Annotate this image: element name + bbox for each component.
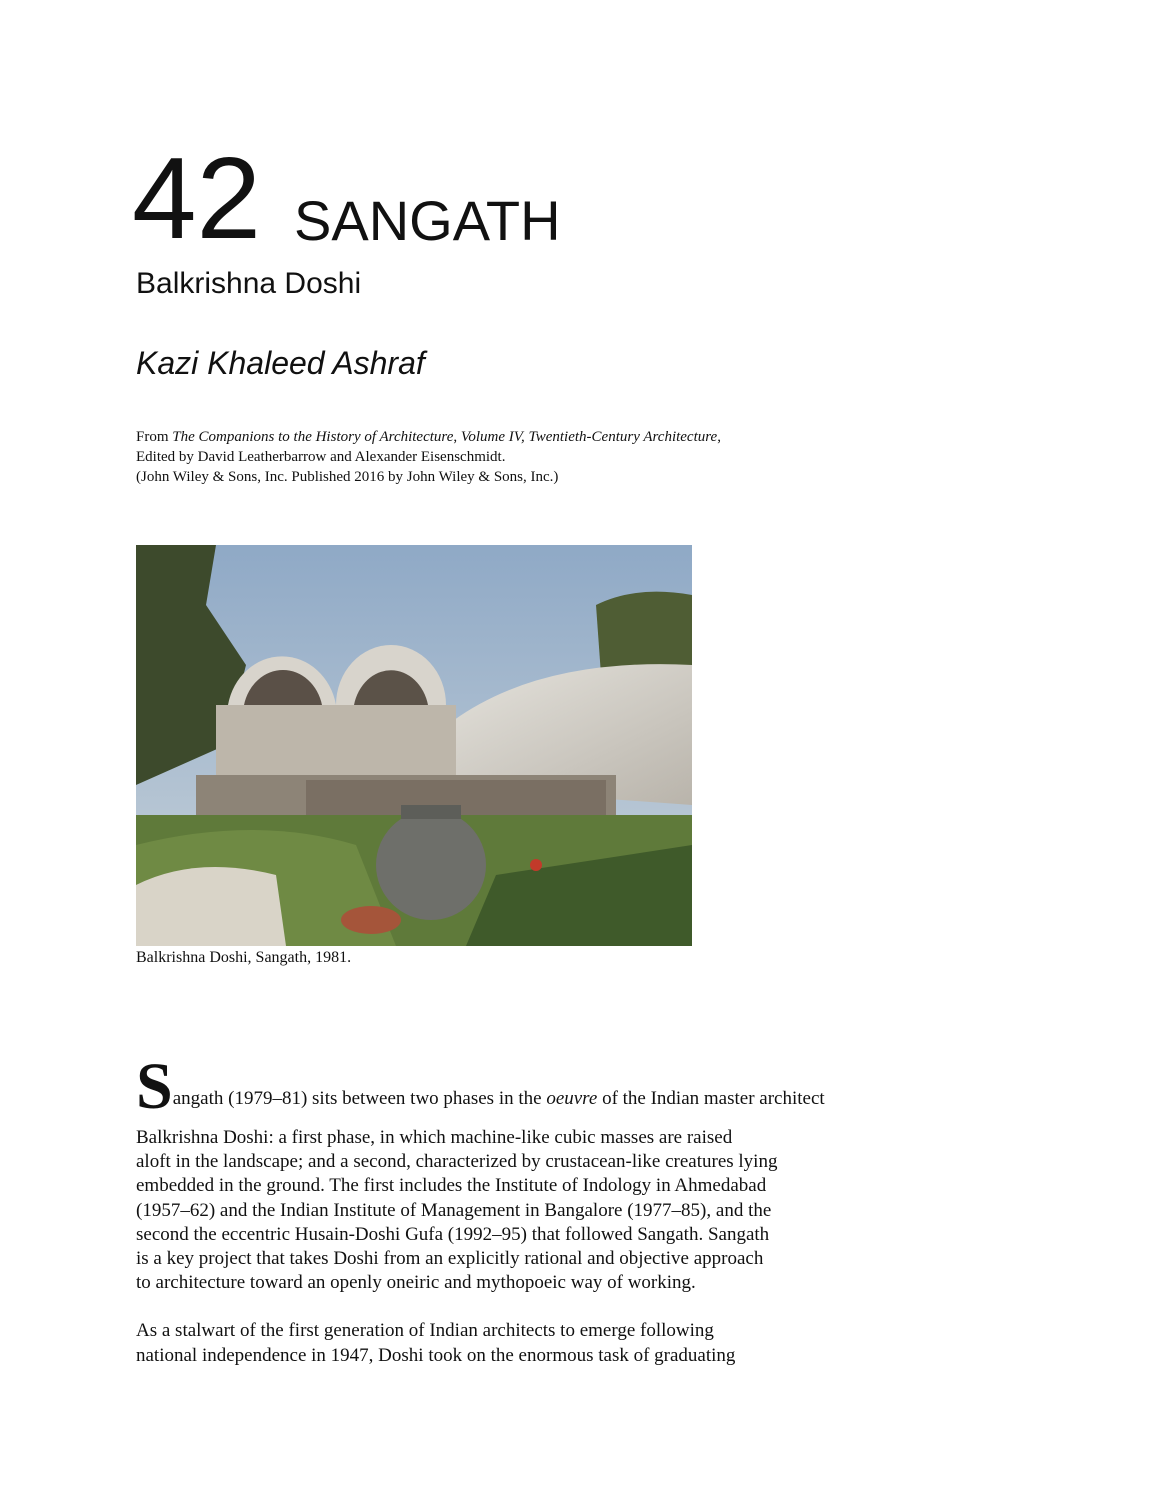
- body-text: [136, 1050, 825, 1368]
- chapter-subtitle: Balkrishna Doshi: [136, 267, 362, 300]
- citation-sep: ,: [717, 429, 721, 445]
- chapter-title: SANGATH: [294, 189, 561, 252]
- text-line: aloft in the landscape; and a second, characterized by crustacean-like creatures lying: [136, 1151, 778, 1173]
- citation-volume: Volume IV, Twentieth-Century Architecture: [460, 429, 718, 445]
- citation: [136, 427, 721, 487]
- sangath-photo: [136, 545, 692, 946]
- citation-from: From: [136, 429, 173, 445]
- citation-line-2: Edited by David Leatherbarrow and Alexander Eisenschmidt.: [136, 449, 506, 465]
- text-span: of the Indian master architect: [597, 1088, 825, 1109]
- text-line: (1957–62) and the Indian Institute of Management in Bangalore (1977–85), and the: [136, 1199, 772, 1221]
- citation-line-3: (John Wiley & Sons, Inc. Published 2016 by John Wiley & Sons, Inc.): [136, 469, 559, 485]
- text-line: second the eccentric Husain-Doshi Gufa (1992–95) that followed Sangath. Sangath: [136, 1223, 770, 1245]
- text-line: is a key project that takes Doshi from an explicitly rational and objective approach: [136, 1248, 764, 1270]
- text-line: embedded in the ground. The first includes the Institute of Indology in Ahmedabad: [136, 1175, 767, 1197]
- emphasis: oeuvre: [546, 1088, 598, 1109]
- chapter-author: Kazi Khaleed Ashraf: [136, 345, 425, 381]
- citation-book: The Companions to the History of Architecture: [172, 429, 454, 445]
- chapter-number: 42: [132, 133, 262, 263]
- first-line: [136, 1050, 825, 1123]
- text-line: national independence in 1947, Doshi took on the enormous task of graduating: [136, 1344, 736, 1366]
- text-line: Balkrishna Doshi: a first phase, in which machine-like cubic masses are raised: [136, 1127, 733, 1148]
- citation-line-1: [136, 427, 721, 447]
- text-line: to architecture toward an openly oneiric and mythopoeic way of working.: [136, 1272, 696, 1294]
- drop-cap: S: [136, 1050, 173, 1123]
- paragraph-1: [136, 1126, 825, 1295]
- figure-caption: Balkrishna Doshi, Sangath, 1981.: [136, 949, 352, 966]
- text-line: As a stalwart of the first generation of Indian architects to emerge following: [136, 1320, 714, 1342]
- citation-sep: ,: [453, 429, 461, 445]
- paragraph-2: [136, 1319, 825, 1367]
- text-span: angath (1979–81) sits between two phases in the: [172, 1088, 547, 1109]
